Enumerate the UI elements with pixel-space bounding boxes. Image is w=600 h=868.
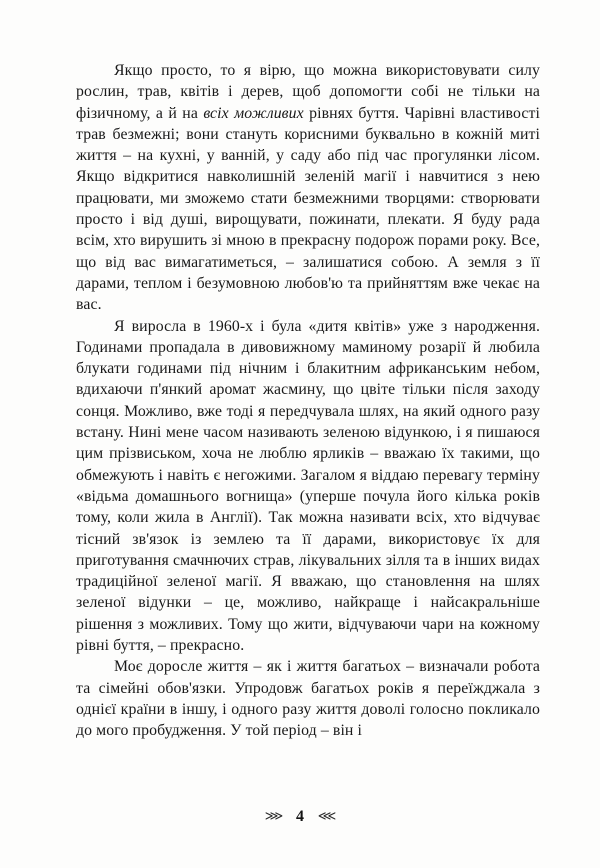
paragraph-3: Моє доросле життя – як і життя багатьох – визначали робота та сімейні обов'язки. Упродовж багатьох років я переїжджала з однієї країни в іншу, і одного разу життя доволі голосно покликало до мого пробудження. У той період – він і (76, 658, 540, 740)
footer-ornament-left-icon: ⋙ (264, 808, 283, 823)
paragraph-1-text-after: рівнях буття. Чарівні властивості трав безмежні; вони стануть корисними буквально в кожній миті життя – на кухні, у ванній, у саду або під час прогулянки лісом. Якщо відкритися навколишній зеленій магії і навчитися з нею працювати, ми зможемо стати безмежними творцями: створювати просто і від душі, вирощувати, пожинати, плекати. Я буду рада всім, хто вирушить зі мною в прекрасну подорож порами року. Все, що від вас вимагатиметься, – залишатися собою. А земля з її дарами, теплом і безумовною любов'ю та прийняттям вже чекає на вас. (76, 104, 540, 314)
page-footer (0, 806, 600, 827)
paragraph-1-italic-phrase: всіх можливих (203, 104, 304, 122)
paragraph-2: Я виросла в 1960-х і була «дитя квітів» уже з народження. Годинами пропадала в дивовижному маминому розарії й любила блукати годинами під нічним і блакитним африканським небом, вдихаючи п'янкий аромат жасмину, що цвіте тільки після заходу сонця. Можливо, вже тоді я передчувала шлях, на який одного разу встану. Нині мене часом називають зеленою відункою, і я пишаюся цим прізвиськом, хоча не люблю ярликів – вважаю їх такими, що обмежують і навіть є негожими. Загалом я віддаю перевагу терміну «відьма домашнього вогнища» (уперше почула його кілька років тому, коли жила в Англії). Так можна називати всіх, хто відчуває тісний зв'язок із землею та її дарами, використовує їх для приготування смачнючих страв, лікувальних зілля та в інших видах традиційної зеленої магії. Я вважаю, що становлення на шлях зеленої відунки – це, можливо, найкраще і найсакральніше рішення з можливих. Тому що жити, відчуваючи чари на кожному рівні буття, – прекрасно. (76, 317, 540, 655)
paragraph-1-text-before: Якщо просто, то я вірю, що можна використовувати силу рослин, трав, квітів і дерев, щоб допомогти собі не тільки на фізичному, а й на (76, 62, 540, 122)
paragraph-1 (76, 60, 540, 316)
footer-ornament-right-icon: ⋘ (317, 808, 336, 823)
page-number: 4 (296, 808, 304, 825)
page-text (76, 60, 540, 742)
